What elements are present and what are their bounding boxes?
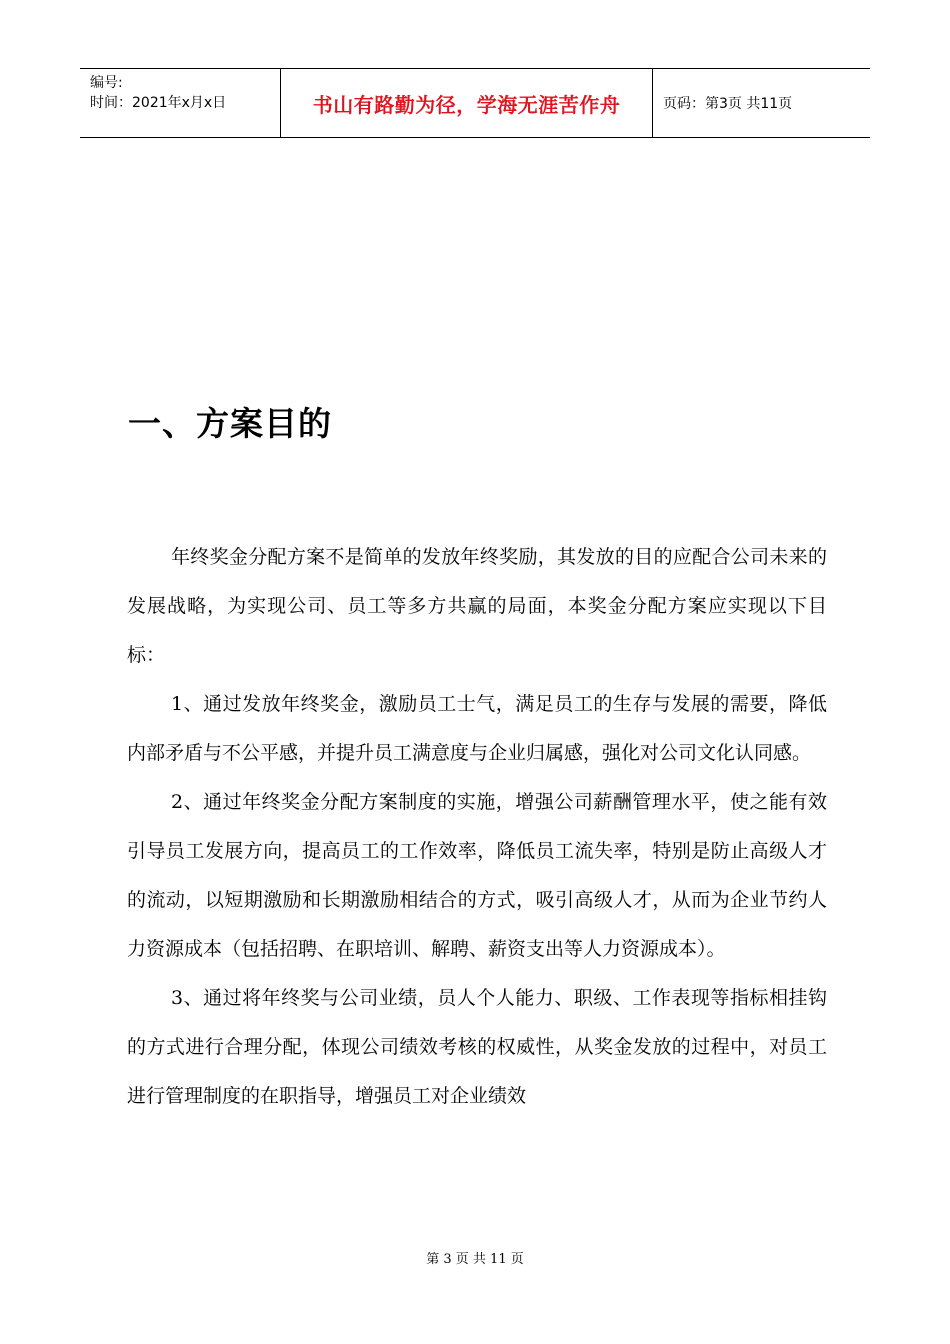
- header-page-info: 页码：第3页 共11页: [663, 96, 793, 112]
- paragraph-intro: 年终奖金分配方案不是简单的发放年终奖励，其发放的目的应配合公司未来的发展战略，为实现公司、员工等多方共赢的局面，本奖金分配方案应实现以下目标：: [127, 546, 827, 666]
- document-number-label: 编号:: [90, 75, 123, 91]
- header-motto-cell: [281, 69, 653, 137]
- paragraph-goal-2: 2、通过年终奖金分配方案制度的实施，增强公司薪酬管理水平，使之能有效引导员工发展方向，提高员工的工作效率，降低员工流失率，特别是防止高级人才的流动，以短期激励和长期激励相结合的方式，吸引高级人才，从而为企业节约人力资源成本（包括招聘、在职培训、解聘、薪资支出等人力资源成本）。: [127, 791, 827, 960]
- document-time-label: 时间：2021年x月x日: [90, 95, 227, 111]
- header-table: [80, 68, 870, 138]
- paragraph-goal-3: 3、通过将年终奖与公司业绩，员人个人能力、职级、工作表现等指标相挂钩的方式进行合理分配，体现公司绩效考核的权威性，从奖金发放的过程中，对员工进行管理制度的在职指导，增强员工对企业绩效: [127, 987, 827, 1107]
- page-footer: 第 3 页 共 11 页: [426, 1252, 524, 1267]
- paragraph-goal-1: 1、通过发放年终奖金，激励员工士气，满足员工的生存与发展的需要，降低内部矛盾与不公平感，并提升员工满意度与企业归属感，强化对公司文化认同感。: [127, 693, 827, 764]
- section-title: 一、方案目的: [128, 404, 332, 443]
- body-text: [127, 533, 827, 1121]
- header-meta-cell: [80, 69, 281, 137]
- header-motto: 书山有路勤为径，学海无涯苦作舟: [312, 92, 621, 117]
- header-page-cell: [653, 69, 870, 137]
